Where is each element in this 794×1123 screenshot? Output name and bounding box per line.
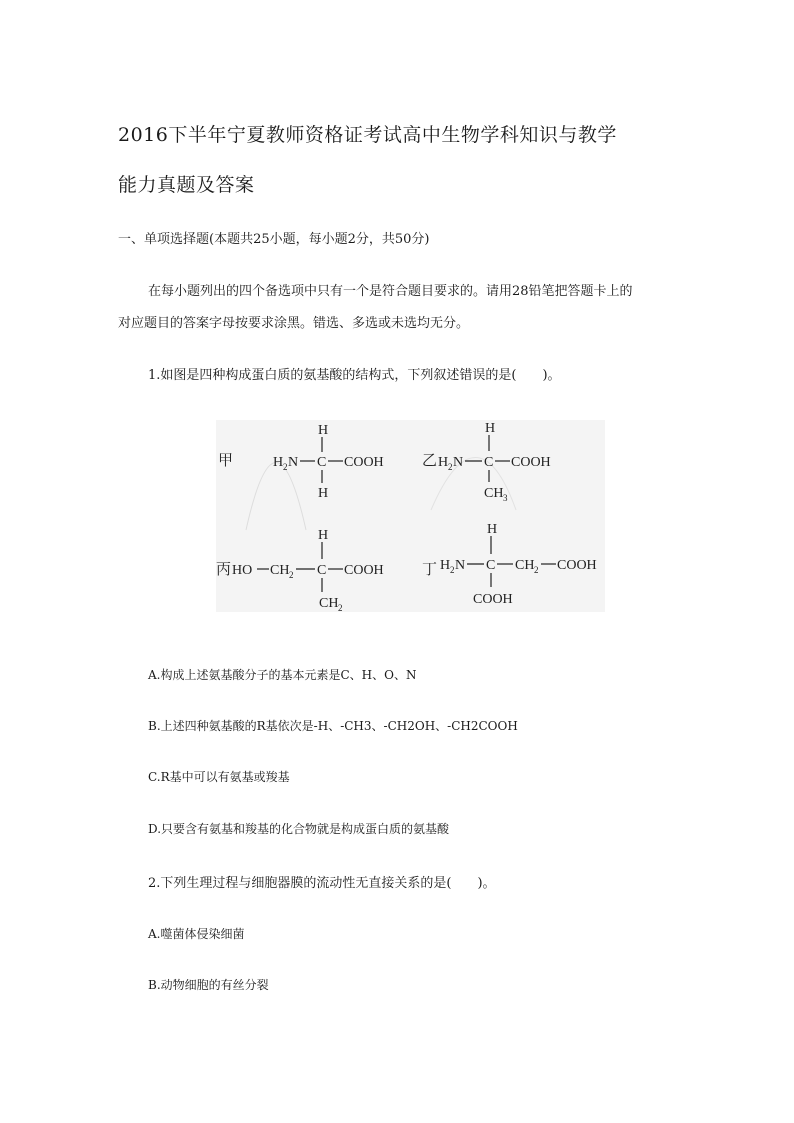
atom-h: H (318, 423, 329, 438)
subscript-2: 2 (289, 570, 294, 580)
group-cooh: COOH (557, 558, 597, 573)
atom-h: H (273, 455, 284, 470)
atom-h: H (487, 522, 498, 537)
group-ch3: CH (484, 486, 504, 501)
background-curve (246, 463, 306, 531)
label-jia: 甲 (218, 453, 234, 469)
group-cooh: COOH (344, 455, 384, 470)
group-cooh: COOH (344, 563, 384, 578)
group-cooh: COOH (473, 592, 513, 607)
question-1-stem: 1.如图是四种构成蛋白质的氨基酸的结构式，下列叙述错误的是( )。 (148, 368, 561, 383)
atom-c: C (484, 455, 494, 470)
atom-n: N (455, 558, 466, 573)
document-title-line1: 2016下半年宁夏教师资格证考试高中生物学科知识与教学 (118, 124, 617, 146)
question-1-option-b: B.上述四种氨基酸的R基依次是-H、-CH3、-CH2OH、-CH2COOH (148, 719, 518, 733)
question-1-option-d: D.只要含有氨基和羧基的化合物就是构成蛋白质的氨基酸 (148, 822, 450, 836)
subscript-2: 2 (450, 565, 455, 575)
label-ding: 丁 (422, 562, 438, 578)
document-title-line2: 能力真题及答案 (118, 174, 255, 196)
atom-h: H (440, 558, 451, 573)
group-cooh: COOH (511, 455, 551, 470)
atom-c: C (317, 455, 327, 470)
group-ch2: CH (319, 596, 339, 611)
subscript-2: 2 (448, 462, 453, 472)
atom-h: H (318, 486, 329, 501)
question-2-option-a: A.噬菌体侵染细菌 (148, 927, 245, 941)
atom-c: C (486, 558, 496, 573)
amino-acid-structures-figure (216, 420, 605, 612)
group-ch2: CH (270, 563, 290, 578)
structures-svg (216, 420, 605, 612)
label-yi: 乙 (422, 453, 438, 469)
subscript-2: 2 (338, 603, 343, 612)
atom-n: N (453, 455, 464, 470)
section-heading: 一、单项选择题(本题共25小题，每小题2分，共50分) (118, 232, 430, 247)
atom-h: H (438, 455, 449, 470)
question-1-option-c: C.R基中可以有氨基或羧基 (148, 770, 290, 784)
label-bing: 丙 (216, 562, 232, 578)
atom-h: H (485, 421, 496, 436)
subscript-3: 3 (503, 493, 508, 503)
atom-c: C (317, 563, 327, 578)
group-ch2: CH (515, 558, 535, 573)
group-ho: HO (232, 563, 253, 578)
question-2-stem: 2.下列生理过程与细胞器膜的流动性无直接关系的是( )。 (148, 876, 496, 891)
instruction-line1: 在每小题列出的四个备选项中只有一个是符合题目要求的。请用28铅笔把答题卡上的 (148, 284, 633, 299)
instruction-line2: 对应题目的答案字母按要求涂黑。错选、多选或未选均无分。 (118, 316, 470, 331)
question-1-option-a: A.构成上述氨基酸分子的基本元素是C、H、O、N (148, 668, 417, 682)
subscript-2: 2 (283, 462, 288, 472)
atom-n: N (288, 455, 299, 470)
atom-h: H (318, 528, 329, 543)
subscript-2: 2 (534, 565, 539, 575)
question-2-option-b: B.动物细胞的有丝分裂 (148, 978, 269, 992)
